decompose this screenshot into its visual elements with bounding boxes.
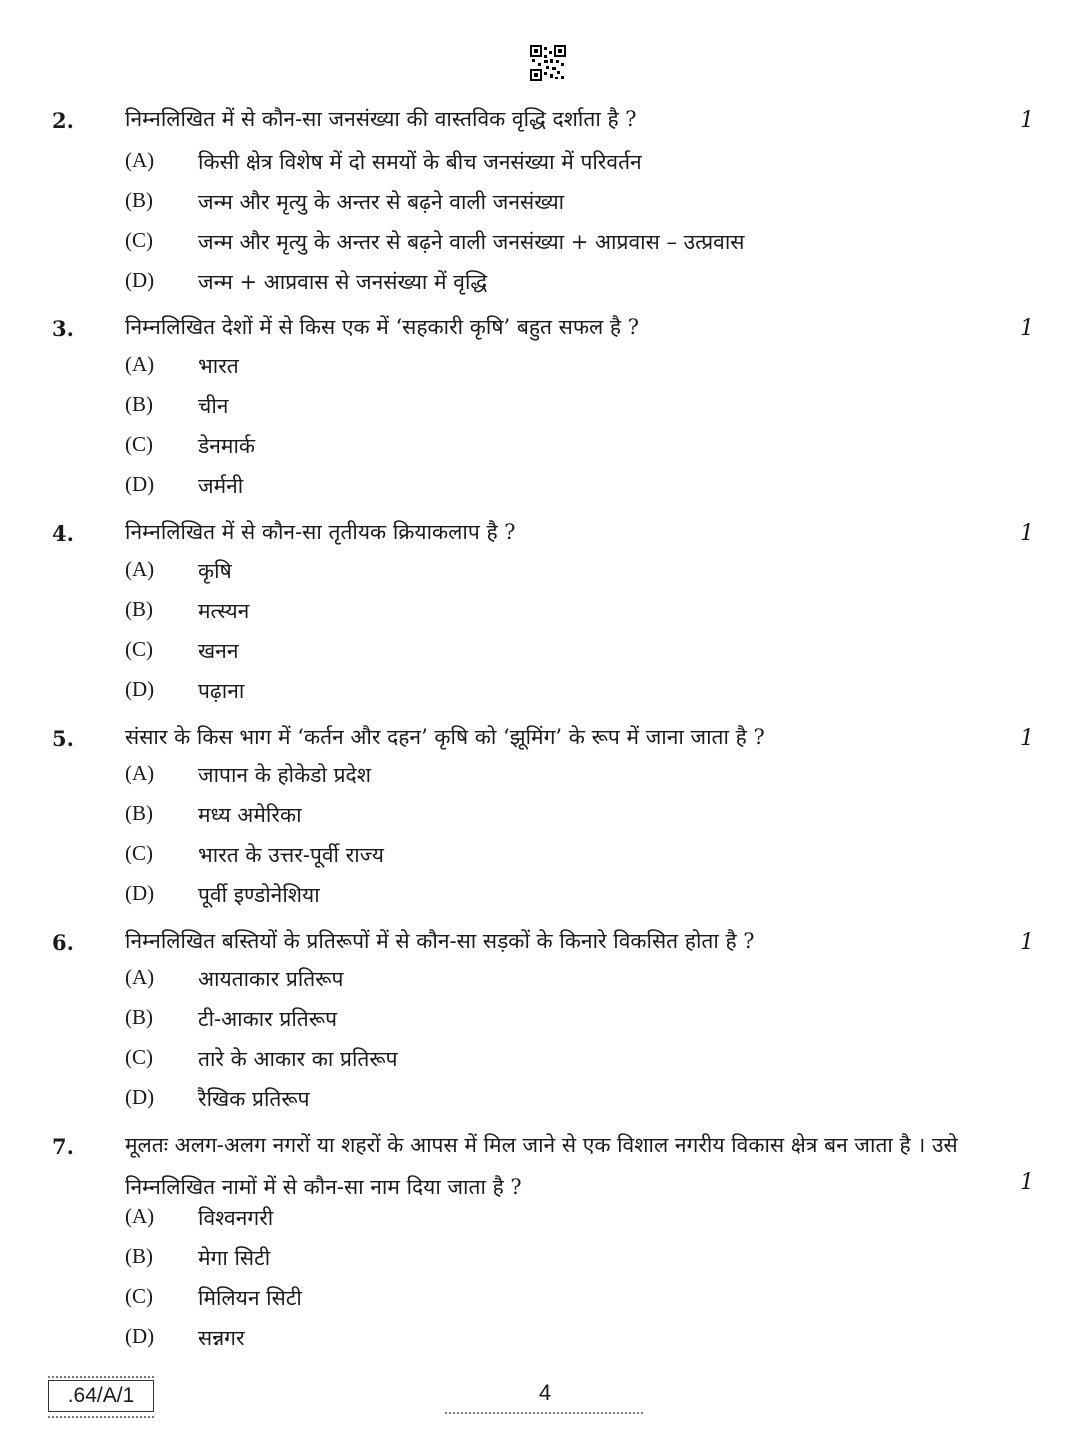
option-text: भारत — [198, 354, 239, 378]
option-text: मत्स्यन — [198, 599, 250, 623]
option-text: चीन — [198, 394, 229, 418]
option-text: जन्म और मृत्यु के अन्तर से बढ़ने वाली जनसंख्या + आप्रवास – उत्प्रवास — [198, 230, 745, 254]
question-number: 2. — [52, 108, 74, 133]
footer-microtext — [445, 1412, 645, 1414]
option-text: आयताकार प्रतिरूप — [198, 967, 344, 991]
option-label: (A) — [125, 557, 155, 581]
option-label: (D) — [125, 268, 155, 292]
option-label: (C) — [125, 841, 153, 865]
option-label: (D) — [125, 1085, 155, 1109]
option-label: (D) — [125, 472, 155, 496]
option-label: (A) — [125, 352, 155, 376]
question-number: 4. — [52, 521, 74, 546]
question-text: संसार के किस भाग में ‘कर्तन और दहन’ कृषि को ‘झूमिंग’ के रूप में जाना जाता है ? — [125, 725, 765, 749]
option-text: जापान के होकेडो प्रदेश — [198, 763, 371, 787]
option-label: (B) — [125, 1244, 153, 1268]
question-number: 3. — [52, 316, 74, 341]
option-text: मेगा सिटी — [198, 1246, 271, 1270]
page-number: 4 — [538, 1380, 552, 1405]
question-text: निम्नलिखित देशों में से किस एक में ‘सहकारी कृषि’ बहुत सफल है ? — [125, 315, 640, 339]
option-text: जन्म + आप्रवास से जनसंख्या में वृद्धि — [198, 270, 488, 294]
footer-dots-top — [48, 1376, 156, 1378]
option-text: पूर्वी इण्डोनेशिया — [198, 883, 320, 907]
option-label: (B) — [125, 597, 153, 621]
option-text: जर्मनी — [198, 474, 244, 498]
option-text: मिलियन सिटी — [198, 1286, 302, 1310]
option-label: (C) — [125, 1045, 153, 1069]
paper-code: .64/A/1 — [48, 1380, 154, 1412]
option-label: (A) — [125, 148, 155, 172]
option-label: (B) — [125, 188, 153, 212]
question-number: 6. — [52, 930, 74, 955]
marks: 1 — [1020, 726, 1034, 751]
marks: 1 — [1020, 316, 1034, 341]
question-text: निम्नलिखित बस्तियों के प्रतिरूपों में से कौन-सा सड़कों के किनारे विकसित होता है ? — [125, 929, 755, 953]
option-text: मध्य अमेरिका — [198, 803, 302, 827]
question-number: 5. — [52, 726, 74, 751]
question-number: 7. — [52, 1134, 74, 1159]
option-label: (A) — [125, 761, 155, 785]
option-label: (C) — [125, 637, 153, 661]
option-text: खनन — [198, 639, 239, 663]
question-text: निम्नलिखित में से कौन-सा तृतीयक क्रियाकलाप है ? — [125, 520, 516, 544]
option-label: (D) — [125, 1324, 155, 1348]
question-text: निम्नलिखित में से कौन-सा जनसंख्या की वास्तविक वृद्धि दर्शाता है ? — [125, 107, 637, 131]
marks: 1 — [1020, 930, 1034, 955]
option-label: (C) — [125, 228, 153, 252]
option-label: (A) — [125, 1204, 155, 1228]
question-text: मूलतः अलग-अलग नगरों या शहरों के आपस में मिल जाने से एक विशाल नगरीय विकास क्षेत्र बन जाता है । उसे निम्नलिखित नामों में से कौन-सा नाम दिया जाता है ? — [125, 1133, 958, 1199]
option-text: भारत के उत्तर-पूर्वी राज्य — [198, 843, 384, 867]
option-text: जन्म और मृत्यु के अन्तर से बढ़ने वाली जनसंख्या — [198, 190, 565, 214]
option-text: रैखिक प्रतिरूप — [198, 1087, 310, 1111]
option-text: विश्वनगरी — [198, 1206, 274, 1230]
option-label: (B) — [125, 392, 153, 416]
footer-dots-bottom — [48, 1416, 156, 1418]
option-text: कृषि — [198, 559, 232, 583]
option-label: (C) — [125, 1284, 153, 1308]
option-label: (C) — [125, 432, 153, 456]
option-label: (D) — [125, 881, 155, 905]
marks: 1 — [1020, 521, 1034, 546]
option-label: (B) — [125, 1005, 153, 1029]
option-text: सन्नगर — [198, 1326, 245, 1350]
option-text: तारे के आकार का प्रतिरूप — [198, 1047, 398, 1071]
option-label: (D) — [125, 677, 155, 701]
option-text: पढ़ाना — [198, 679, 245, 703]
option-text: टी-आकार प्रतिरूप — [198, 1007, 338, 1031]
option-label: (A) — [125, 965, 155, 989]
marks: 1 — [1020, 1170, 1034, 1195]
option-text: डेनमार्क — [198, 434, 256, 458]
option-text: किसी क्षेत्र विशेष में दो समयों के बीच जनसंख्या में परिवर्तन — [198, 150, 642, 174]
option-label: (B) — [125, 801, 153, 825]
marks: 1 — [1020, 108, 1034, 133]
qr-code — [530, 45, 566, 81]
